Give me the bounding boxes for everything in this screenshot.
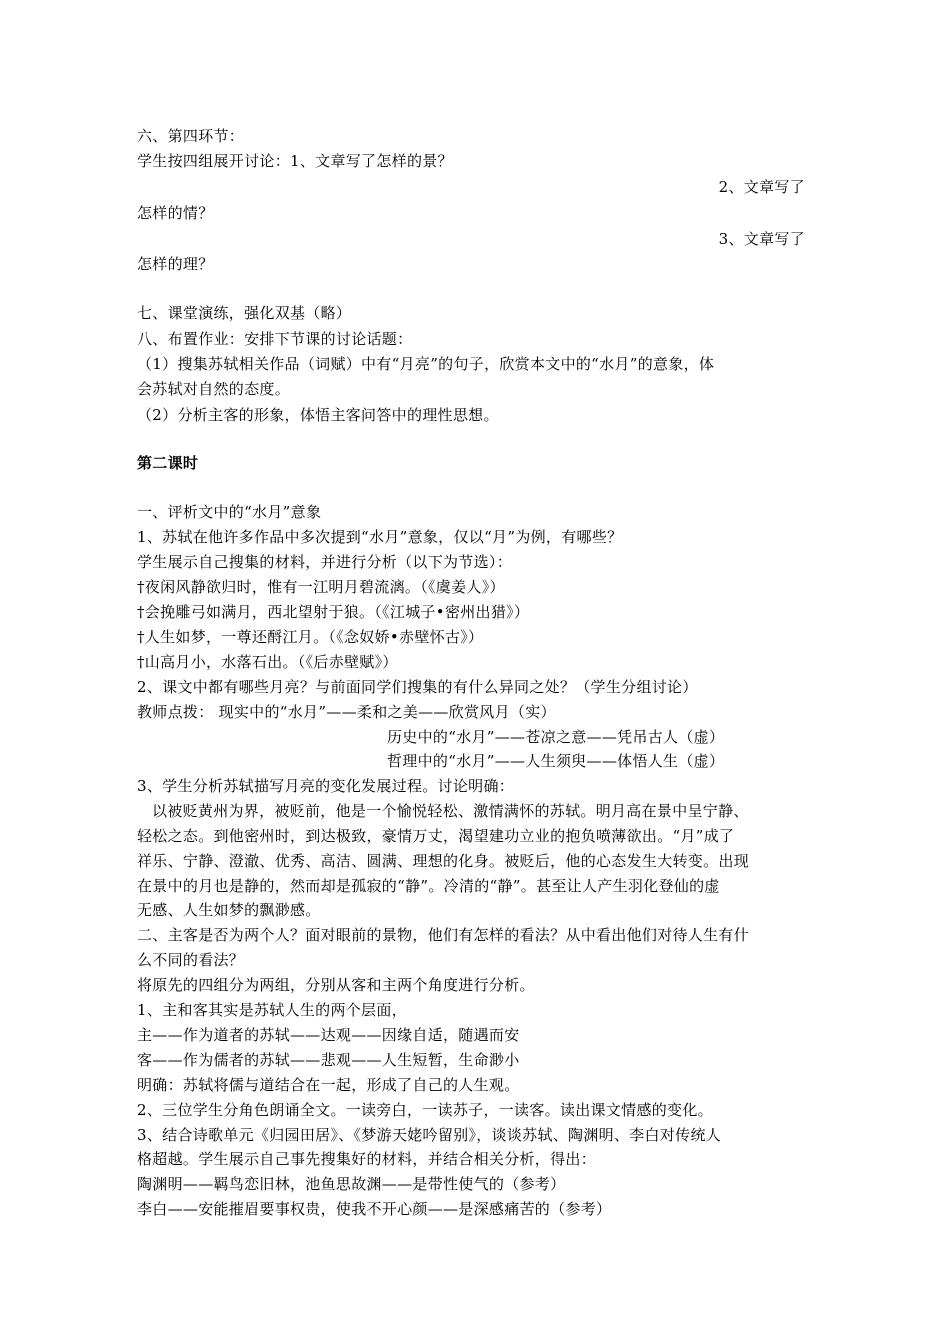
paragraph-line: 3、文章写了 [718, 230, 805, 248]
heading-step-six: 六、第四环节： [137, 127, 245, 145]
paragraph-line: 格超越。学生展示自己事先搜集好的材料，并结合相关分析，得出： [137, 1150, 597, 1168]
paragraph-line: （2）分析主客的形象，体悟主客问答中的理性思想。 [137, 406, 499, 424]
list-item: †人生如梦，一尊还酹江月。（《念奴娇•赤壁怀古》） [137, 628, 484, 646]
paragraph-line: 历史中的“水月”——苍凉之意——凭吊古人（虚） [387, 728, 725, 746]
paragraph-line: 主——作为道者的苏轼——达观——因缘自适，随遇而安 [137, 1026, 520, 1044]
paragraph-line: 3、学生分析苏轼描写月亮的变化发展过程。讨论明确： [137, 777, 515, 795]
paragraph-line: 怎样的情？ [137, 204, 214, 222]
list-item: †会挽雕弓如满月，西北望射于狼。（《江城子•密州出猎》） [137, 603, 530, 621]
paragraph-line: 在景中的月也是静的，然而却是孤寂的“静”。冷清的“静”。甚至让人产生羽化登仙的虚 [137, 877, 720, 895]
paragraph-line: 学生按四组展开讨论：1、文章写了怎样的景？ [137, 152, 453, 170]
paragraph-line: 无感、人生如梦的飘渺感。 [137, 901, 321, 919]
paragraph-line: 陶渊明——羁鸟恋旧林，池鱼思故渊——是带性使气的（参考） [137, 1175, 566, 1193]
paragraph-line: 祥乐、宁静、澄澈、优秀、高洁、圆满、理想的化身。被贬后，他的心态发生大转变。出现 [137, 852, 750, 870]
section-title-second-lesson: 第二课时 [137, 454, 199, 472]
paragraph-line: 么不同的看法？ [137, 951, 245, 969]
list-item: †山高月小，水落石出。（《后赤壁赋》） [137, 653, 398, 671]
heading-step-seven: 七、课堂演练，强化双基（略） [137, 304, 352, 322]
heading-part-one: 一、评析文中的“水月”意象 [137, 503, 322, 521]
paragraph-line: 会苏轼对自然的态度。 [137, 380, 291, 398]
paragraph-line: 1、苏轼在他许多作品中多次提到“水月”意象，仅以“月”为例，有哪些？ [137, 528, 623, 546]
paragraph-line: 2、课文中都有哪些月亮？与前面同学们搜集的有什么异同之处？（学生分组讨论） [137, 678, 698, 696]
paragraph-line: 怎样的理？ [137, 255, 214, 273]
paragraph-line: 1、主和客其实是苏轼人生的两个层面， [137, 1001, 407, 1019]
paragraph-line: 3、结合诗歌单元《归园田居》、《梦游天姥吟留别》，谈谈苏轼、陶渊明、李白对传统人 [137, 1126, 722, 1144]
paragraph-line: 轻松之态。到他密州时，到达极致，豪情万丈，渴望建功立业的抱负喷薄欲出。“月”成了 [137, 827, 735, 845]
paragraph-line: 将原先的四组分为两组，分别从客和主两个角度进行分析。 [137, 976, 535, 994]
paragraph-line: 客——作为儒者的苏轼——悲观——人生短暂，生命渺小 [137, 1051, 520, 1069]
paragraph-line: 学生展示自己搜集的材料，并进行分析（以下为节选）： [137, 553, 513, 571]
paragraph-line: 以被贬黄州为界，被贬前，他是一个愉悦轻松、激情满怀的苏轼。明月高在景中呈宁静、 [152, 802, 749, 820]
heading-step-eight: 八、布置作业：安排下节课的讨论话题： [137, 330, 413, 348]
paragraph-line: 2、三位学生分角色朗诵全文。一读旁白，一读苏子，一读客。读出课文情感的变化。 [137, 1101, 713, 1119]
list-item: †夜闲风静欲归时，惟有一江明月碧流漓。（《虞姜人》） [137, 578, 505, 596]
paragraph-line: （1）搜集苏轼相关作品（词赋）中有“月亮”的句子，欣赏本文中的“水月”的意象，体 [137, 355, 715, 373]
paragraph-line: 哲理中的“水月”——人生须臾——体悟人生（虚） [387, 752, 725, 770]
paragraph-line: 教师点拨： 现实中的“水月”——柔和之美——欣赏风月（实） [137, 703, 556, 721]
paragraph-line: 李白——安能摧眉要事权贵，使我不开心颜——是深感痛苦的（参考） [137, 1200, 612, 1218]
paragraph-line: 2、文章写了 [718, 178, 805, 196]
paragraph-line: 明确：苏轼将儒与道结合在一起，形成了自己的人生观。 [137, 1076, 520, 1094]
heading-part-two: 二、主客是否为两个人？面对眼前的景物，他们有怎样的看法？从中看出他们对待人生有什 [137, 926, 750, 944]
